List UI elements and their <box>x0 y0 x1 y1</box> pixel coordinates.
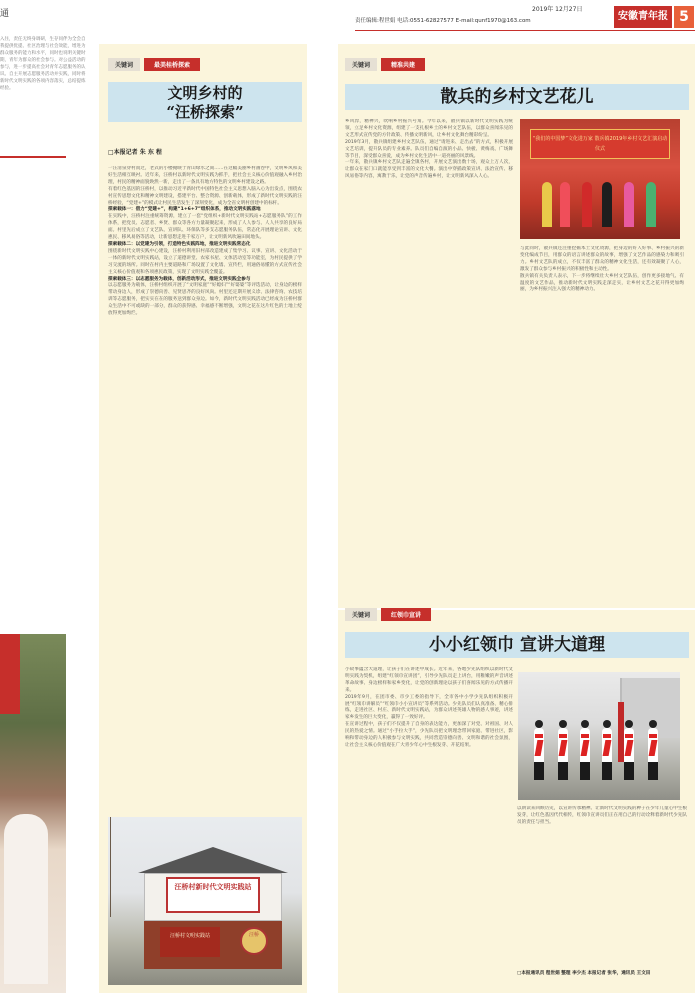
article2-paragraph: 与此同时，散兵镇还注重挖掘本土文化资源，把身边的好人好事、乡村振兴的新变化编成节目，用群众的语言讲述群众的故事，增强了文艺作品的感染力和吸引力。乡村文艺队的成立，不仅丰富了群众的精神文化生活，还有效凝聚了人心，激发了群众参与乡村振兴的积极性和主动性。 <box>520 246 684 272</box>
article3-paragraph: 以朗读来回顾历史，以宣讲传承精神。让新时代文明实践的种子在少年儿童心中生根发芽，让红色基因代代相传，红领巾宣讲员们正在用自己的行动诠释着新时代少先队员的责任与担当。 <box>517 806 687 825</box>
article1-paragraph: 有着红色基因的汪桥村，以推动习近平新时代中国特色社会主义思想入脑入心为出发点，围绕农村宣传思想文化和精神文明建设，搭建平台、整合资源、创新载体，形成了新时代文明实践的汪桥经验，“党建+”的模式让村民生活发生了深刻变化，成为全省文明村创建中的标杆。 <box>108 186 302 206</box>
article2-paragraph: 散兵镇有关负责人表示，下一步将继续壮大乡村文艺队伍，创作更多接地气、有温度的文艺作品，推动新时代文明实践走深走实，让乡村文艺之花开得更加绚丽，为乡村振兴注入强大的精神动力。 <box>520 273 684 293</box>
building-plaque: 汪桥村新时代文明实践站 <box>166 877 260 913</box>
roof-shape <box>138 847 288 873</box>
child-shape <box>648 728 658 780</box>
article1-paragraph: 以志愿服务为载体，汪桥村组织开展了“文明家庭”“好媳妇”“好婆婆”等评选活动，让身边的榜样带动身边人，形成了崇德向善、见贤思齐的良好风尚。村里还定期开展义诊、法律咨询、农技培训等志愿服务，把实实在在的服务送到群众身边。如今，新时代文明实践活动已经成为汪桥村群众生活中不可或缺的一部分，群众的获得感、幸福感不断增强，文明之花在这片红色的土地上绽放得更加绚烂。 <box>108 283 302 317</box>
article3-body-left <box>345 667 513 985</box>
spill-divider <box>0 156 66 158</box>
article3-tag-topic: 红领巾宣讲 <box>381 608 431 621</box>
newspaper-logo: 安徽青年报 <box>614 6 672 28</box>
article1-tag-keyword: 关键词 <box>108 58 140 71</box>
article3-body-right <box>517 806 687 966</box>
child-shape <box>624 728 634 780</box>
masthead-rule <box>355 30 695 31</box>
article3-section-tag <box>345 608 431 621</box>
page-gutter <box>90 36 98 993</box>
article2-paragraph: 一年来，散兵镇乡村文艺队走遍全镇各村，开展文艺演出数十场，观众上万人次，让群众在家门口就能享受到丰富的文化大餐。演出中穿插政策宣讲、法治宣传、移风易俗等内容，寓教于乐，让党的声音传遍乡村，让文明新风深入人心。 <box>345 160 513 180</box>
flag-shape <box>0 634 20 714</box>
article1-photo-building <box>108 817 302 985</box>
article3-headline: 小小红领巾 宣讲大道理 <box>345 632 689 658</box>
article2-paragraph: 2019年3月，散兵镇组建乡村文艺队伍，通过“请进来、走出去”的方式，积极开展文艺培训，提升队员的专业素养。队员们自编自演的小品、快板、黄梅戏、广场舞等节目，深受群众喜爱，成为乡村文化生活中一道亮丽的风景线。 <box>345 139 513 159</box>
spill-text: 入住，责任无终身调研，生存同伴为全会自我提供优提、社区治理与社会效能，增进为群众服务的能力和水平，同时也说明关键时期，青年为群众的社会参与。对公益活动的参与，进一步提高社会对青年志愿服务的认识。自主开展志愿服务活动并实践，同时将新时代文明实践的各项内容落实，总结提炼经验。 <box>0 37 86 91</box>
article1-body <box>108 166 302 811</box>
article1-section-tag <box>108 58 200 71</box>
article1-subheading: 探索载体二：以党建为引领，打造特色实践阵地，推进文明实践常态化 <box>108 241 251 247</box>
masthead <box>0 0 700 36</box>
article2-body-left <box>345 119 513 551</box>
article2-body-right <box>520 246 684 551</box>
article1-paragraph: 在实践中，汪桥村注重统筹资源，建立了一套“党组织+新时代文明实践站+志愿服务队”的工作体系，把党员、志愿者、乡贤、群众等各方力量凝聚起来，形成了人人参与、人人共享的良好局面。村里先后成立了文艺队、宣讲队、环保队等多支志愿服务队伍，常态化开展理论宣讲、文化惠民、移风易俗等活动，让新思想走进千家万户，让文明新风吹遍田间地头。 <box>108 214 302 241</box>
issue-date: 2019年 12月27日 <box>532 6 583 13</box>
article1-paragraph: 围绕新时代文明实践中心建设，汪桥村利用旧村部改造建成了集学习、议事、宣讲、文化活动于一体的新时代文明实践站，设立了道德讲堂、农家书屋、文体活动室等功能室，为村民提供了学习交流的场所。同时在村内主要道路和广场设置了文化墙、宣传栏，用通俗易懂的方式宣传社会主义核心价值观和各项惠民政策，实现了文明实践全覆盖。 <box>108 248 302 275</box>
article3-footer-credit: □本报通讯员 程世娟 整理 李少杰 本报记者 张华，通讯员 王文田 <box>517 971 651 976</box>
child-shape <box>558 728 568 780</box>
stage-banner: “我们的中国梦”文化进万家 散兵镇2019年乡村文艺汇演启动仪式 <box>530 129 670 159</box>
performer-shape <box>560 182 570 227</box>
performer-shape <box>624 182 634 227</box>
article1-headline-line1: 文明乡村的 <box>167 84 243 102</box>
building-sign: 汪桥村文明实践站 <box>160 927 220 957</box>
article3-paragraph: 小故事蕴含大道理，让孩子们在讲述中成长。近年来，各地少先队组织以新时代文明实践为契机，组建“红领巾宣讲团”，引导少先队员走上讲台，用稚嫩的声音讲述革命故事、身边榜样和家乡变化，让党的创新理论以孩子们喜闻乐见的方式传播开来。 <box>345 667 513 693</box>
child-shape <box>602 728 612 780</box>
article2-tag-topic: 精准共建 <box>381 58 425 71</box>
article2-section-tag <box>345 58 425 71</box>
masthead-left-title: 通 <box>0 9 10 19</box>
article1-tag-topic: 最美桂桥探索 <box>144 58 200 71</box>
performer-shape <box>646 182 656 227</box>
article3-tag-keyword: 关键词 <box>345 608 377 621</box>
article2-paragraph: 乡风淳，精神兴，吹响乡村振兴号角。今年以来，散兵镇以新时代文明实践为统领，立足乡村文化资源，组建了一支扎根乡土的乡村文艺队伍，以群众喜闻乐见的文艺形式宣传党的方针政策、传播文明新风，让乡村文化舞台精彩纷呈。 <box>345 119 513 138</box>
performer-shape <box>542 182 552 227</box>
person-shape <box>4 814 48 984</box>
article3-paragraph: 2019年9月，在团市委、市少工委的指导下，全市各中小学少先队组织积极开展“红领巾讲解员”“红领巾小小宣讲员”等系列活动。少先队员们认真准备、精心排练，走进社区、村庄、新时代文明实践站，为群众讲述英雄人物的感人事迹，讲述家乡发生的巨大变化，赢得了一致好评。 <box>345 694 513 721</box>
performer-shape <box>582 182 592 227</box>
editor-contact: 责任编辑:程世娟 电话:0551-62827577 E-mail:qunf1970@163.com <box>355 18 531 24</box>
article1-byline: □本报记者 朱 东 程 <box>108 149 162 156</box>
child-shape <box>580 728 590 780</box>
article3-paragraph: 在宣讲过程中，孩子们不仅提升了自身的表达能力，更加深了对党、对祖国、对人民的热爱之情。通过“小手拉大手”，少先队员把文明理念带回家庭、带进社区，影响和带动身边的人积极参与文明实践，共同营造崇德向善、文明和谐的社会氛围，让社会主义核心价值观在广大青少年心中生根发芽、开花结果。 <box>345 722 513 748</box>
previous-page-spill <box>0 36 90 993</box>
article2-headline: 散兵的乡村文艺花儿 <box>345 84 689 110</box>
article2-photo-stage <box>520 119 680 239</box>
article2-tag-keyword: 关键词 <box>345 58 377 71</box>
article3-photo-children <box>518 672 680 800</box>
page-number: 5 <box>674 6 694 28</box>
spill-photo <box>0 634 66 993</box>
article1-headline <box>108 82 302 122</box>
article1-headline-line2: “汪桥探索” <box>166 103 244 121</box>
article1-paragraph: 一汪清泉穿村而过，老式的小楼掩映于青山绿水之间……在这幅美丽乡村画卷中，文明乡风和美好生活相互映衬。近年来，汪桥村以新时代文明实践为抓手，把社会主义核心价值观融入乡村治理，村民的精神面貌焕然一新，走出了一条具有地方特色的文明乡村建设之路。 <box>108 166 302 185</box>
child-shape <box>534 728 544 780</box>
article1-subheading: 探索载体三：以志愿服务为载体，创新活动形式，推进文明实践全参与 <box>108 276 251 282</box>
article1-subheading: 探索载体一：借力“党建+”，构建“1+6+7”组织体系，推动文明实践落地 <box>108 207 261 213</box>
performer-shape <box>602 182 612 227</box>
building-round-sign: 汪桥 <box>240 927 268 955</box>
